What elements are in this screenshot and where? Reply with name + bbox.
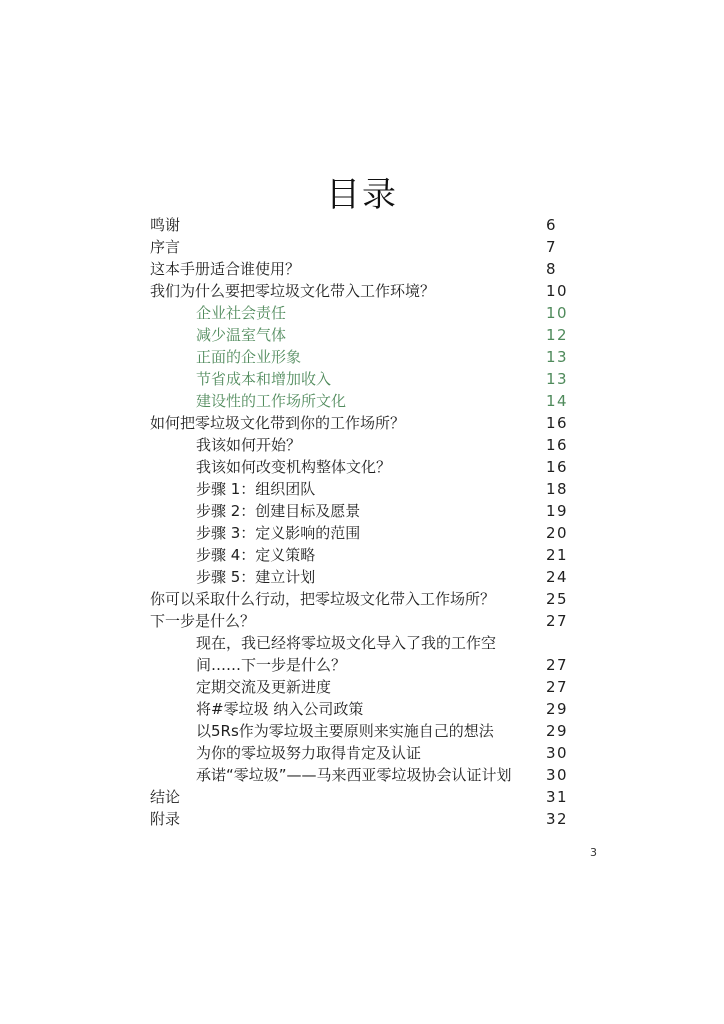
toc-entry-page: 8 [546,260,558,278]
toc-entry-label: 鸣谢 [150,216,181,234]
toc-subentry [150,434,570,456]
toc-subentry [150,764,570,786]
toc-subentry-label: 步骤 3：定义影响的范围 [196,524,361,542]
toc-subentry-page: 18 [546,480,569,498]
toc-subentry [150,456,570,478]
toc-entry-page: 16 [546,414,569,432]
toc-subentry-label: 步骤 1：组织团队 [196,480,316,498]
toc-subentry [150,500,570,522]
toc-subentry [150,302,570,324]
toc-subentry-label: 企业社会责任 [196,304,287,322]
toc-entry [150,588,570,610]
toc-entry-label: 下一步是什么？ [150,612,256,630]
toc-subentry-page: 24 [546,568,569,586]
toc-subentry-label: 我该如何改变机构整体文化？ [196,458,392,476]
toc-subentry-page: 13 [546,370,569,388]
toc-subentry-label: 步骤 2：创建目标及愿景 [196,502,361,520]
toc-entry [150,610,570,632]
page-number: 3 [590,846,597,859]
toc-subentry [150,390,570,412]
toc-subentry-page: 16 [546,458,569,476]
toc-entry [150,808,570,830]
toc-subentry-label: 节省成本和增加收入 [196,370,332,388]
toc-subentry-label: 步骤 5：建立计划 [196,568,316,586]
toc-subentry-label: 减少温室气体 [196,326,287,344]
toc-subentry-label: 正面的企业形象 [196,348,302,366]
toc-title: 目录 [326,175,398,215]
toc-subentry-page: 12 [546,326,569,344]
toc-entry [150,280,570,302]
toc-entry-label: 序言 [150,238,181,256]
toc-entry-page: 10 [546,282,569,300]
toc-subentry [150,544,570,566]
toc-entry-label: 如何把零垃圾文化带到你的工作场所？ [150,414,406,432]
toc-subentry-label: 为你的零垃圾努力取得肯定及认证 [196,744,422,762]
toc-subentry-page: 21 [546,546,569,564]
toc-subentry-page: 27 [546,678,569,696]
toc-subentry [150,676,570,698]
toc-entry [150,786,570,808]
toc-entry-label: 我们为什么要把零垃圾文化带入工作环境？ [150,282,436,300]
toc-entry-page: 31 [546,788,569,806]
toc-subentry-page: 30 [546,744,569,762]
toc-entry-page: 7 [546,238,558,256]
toc-subentry [150,478,570,500]
toc-subentry-page: 29 [546,722,569,740]
toc-subentry-page: 30 [546,766,569,784]
toc-subentry-page: 20 [546,524,569,542]
toc-subentry [150,368,570,390]
toc-subentry-label: 承诺“零垃圾”——马来西亚零垃圾协会认证计划 [196,766,512,784]
toc-subentry [150,566,570,588]
toc-subentry [150,698,570,720]
toc-entry-page: 25 [546,590,569,608]
toc-subentry-page: 29 [546,700,569,718]
toc-subentry-page: 27 [546,656,569,674]
toc-entry [150,412,570,434]
toc-entry-page: 32 [546,810,569,828]
toc-subentry-label: 定期交流及更新进度 [196,678,332,696]
toc-entry-label: 附录 [150,810,181,828]
toc-entry-label: 结论 [150,788,181,806]
toc-subentry [150,324,570,346]
toc-entry-label: 这本手册适合谁使用？ [150,260,301,278]
toc-subentry-label: 步骤 4：定义策略 [196,546,316,564]
toc-subentry [150,654,570,676]
toc-subentry [150,742,570,764]
toc-subentry-page: 16 [546,436,569,454]
toc-subentry-label: 间……下一步是什么？ [196,656,347,674]
toc-subentry [150,522,570,544]
toc-subentry-label: 将#零垃圾 纳入公司政策 [196,700,364,718]
toc-subentry-label: 建设性的工作场所文化 [196,392,347,410]
toc-subentry-label: 现在，我已经将零垃圾文化导入了我的工作空 [196,634,497,652]
toc-subentry [150,346,570,368]
toc-entry [150,214,570,236]
toc-subentry [150,720,570,742]
toc-subentry [150,632,570,654]
toc-subentry-label: 我该如何开始？ [196,436,302,454]
table-of-contents [150,214,570,830]
toc-entry [150,258,570,280]
toc-entry-page: 27 [546,612,569,630]
toc-entry [150,236,570,258]
toc-subentry-page: 19 [546,502,569,520]
toc-entry-label: 你可以采取什么行动，把零垃圾文化带入工作场所？ [150,590,496,608]
toc-subentry-page: 14 [546,392,569,410]
toc-entry-page: 6 [546,216,558,234]
toc-subentry-page: 10 [546,304,569,322]
toc-subentry-page: 13 [546,348,569,366]
toc-subentry-label: 以5Rs作为零垃圾主要原则来实施自己的想法 [196,722,494,740]
